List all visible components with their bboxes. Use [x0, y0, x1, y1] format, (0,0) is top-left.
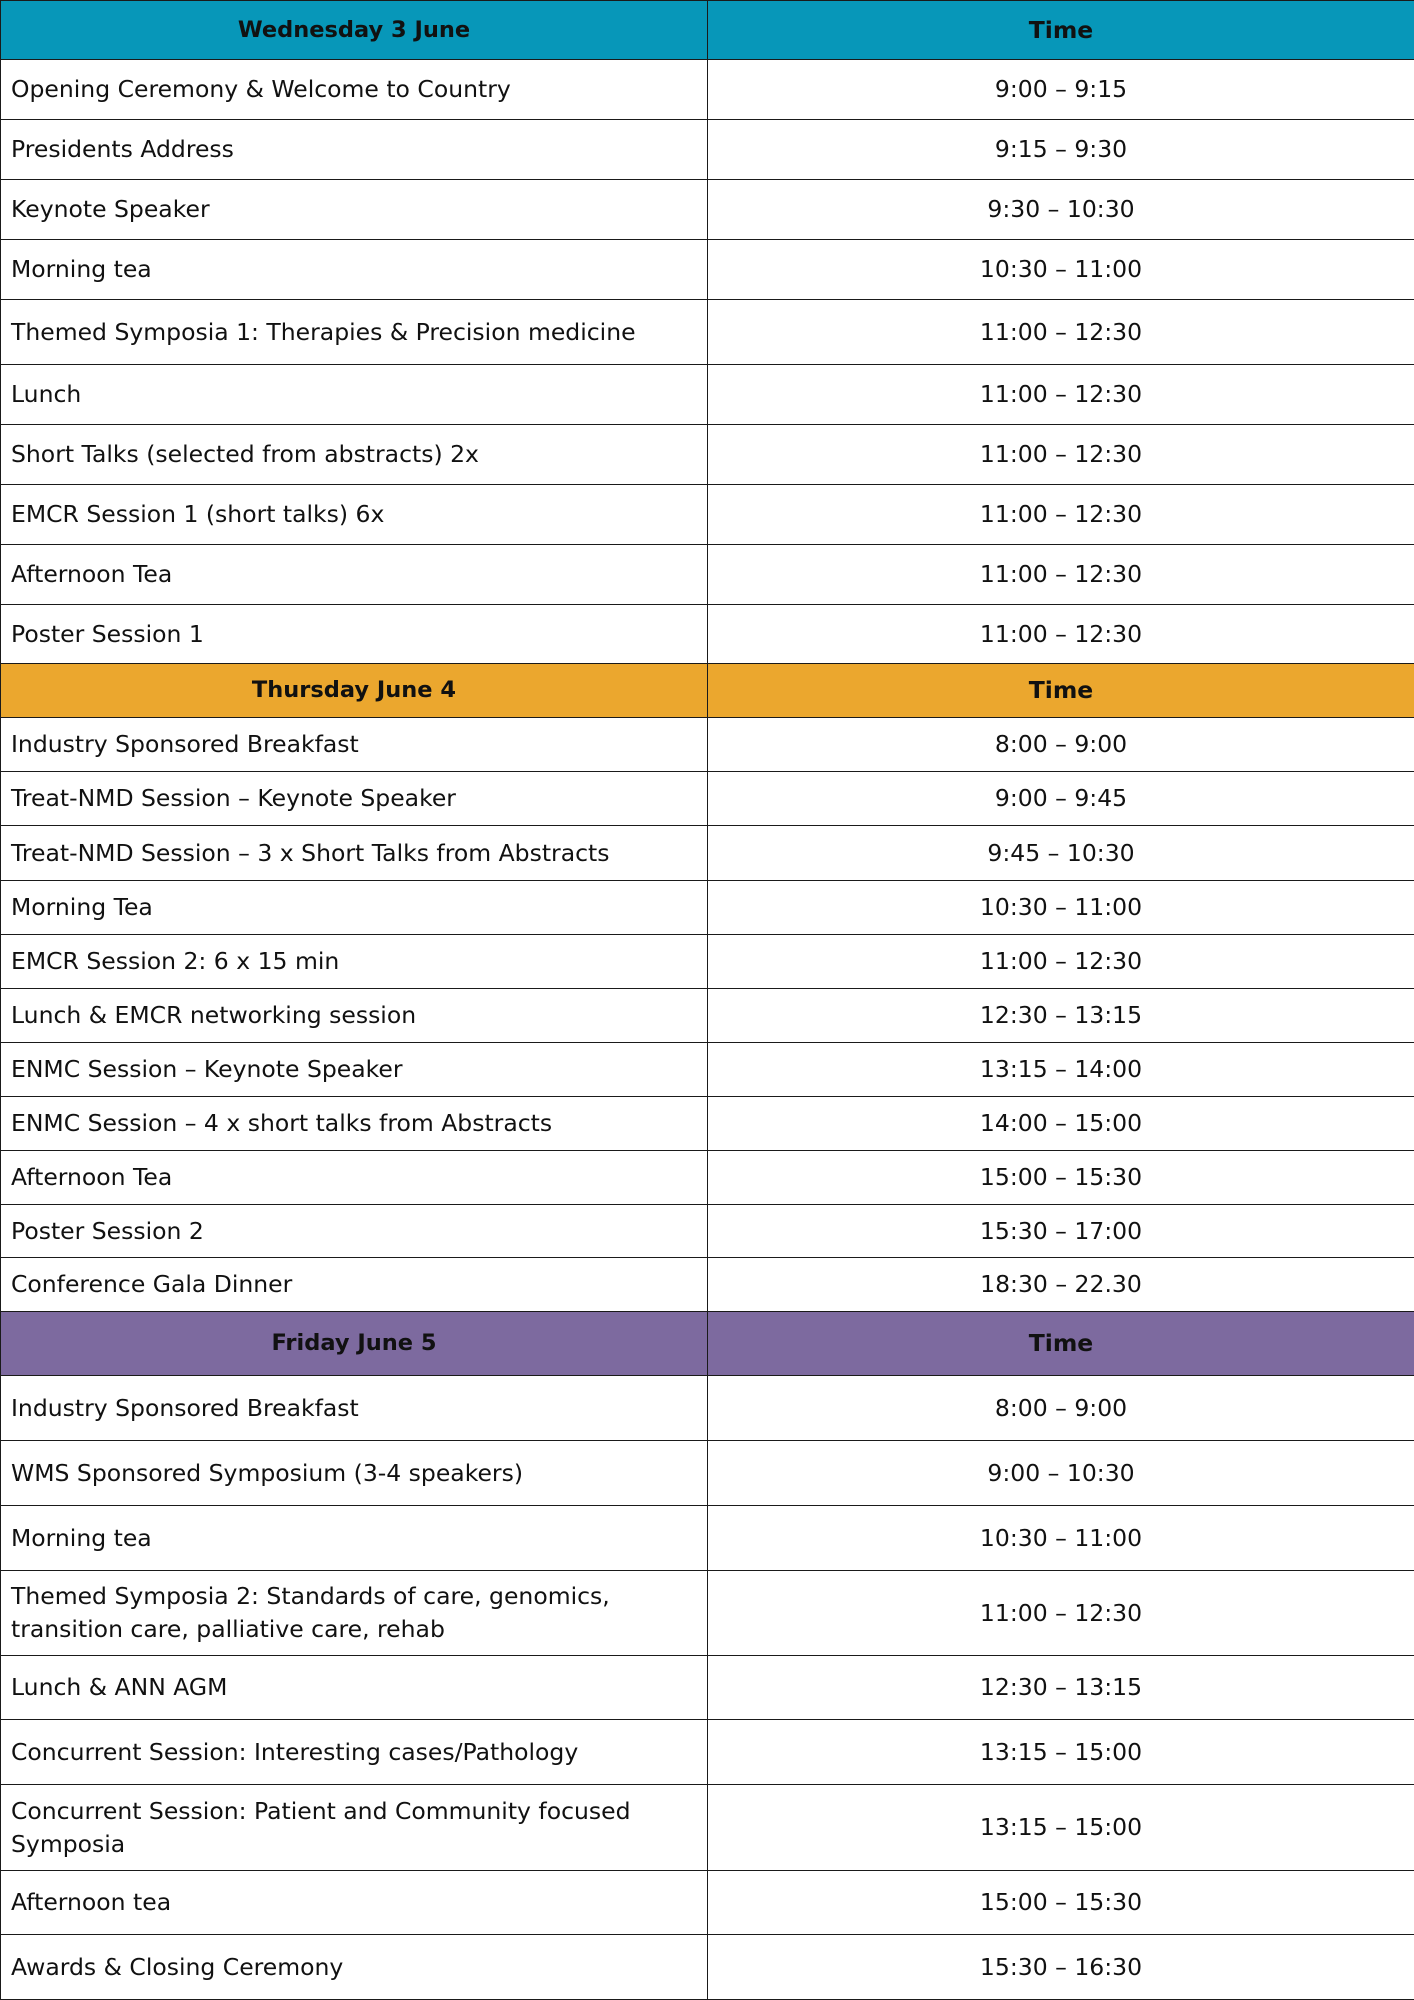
session-row	[1, 120, 1414, 180]
session-row	[1, 1097, 1414, 1151]
session-row	[1, 1258, 1414, 1312]
session-name: Awards & Closing Ceremony	[1, 1935, 708, 2000]
session-time: 14:00 – 15:00	[708, 1097, 1414, 1151]
session-row	[1, 1720, 1414, 1785]
session-time: 10:30 – 11:00	[708, 881, 1414, 935]
session-name: Afternoon Tea	[1, 545, 708, 605]
session-row	[1, 1376, 1414, 1441]
session-name: EMCR Session 1 (short talks) 6x	[1, 485, 708, 545]
session-row	[1, 365, 1414, 425]
session-time: 9:00 – 9:45	[708, 772, 1414, 826]
session-row	[1, 881, 1414, 935]
session-name: Poster Session 2	[1, 1205, 708, 1258]
session-time: 8:00 – 9:00	[708, 1376, 1414, 1441]
time-column-header: Time	[708, 1, 1414, 60]
session-name: Afternoon tea	[1, 1871, 708, 1935]
day-title: Friday June 5	[1, 1312, 708, 1376]
session-row	[1, 826, 1414, 881]
day-header-row	[1, 1, 1414, 60]
schedule-body	[1, 1, 1414, 2000]
session-name: Lunch	[1, 365, 708, 425]
session-row	[1, 772, 1414, 826]
session-name: Industry Sponsored Breakfast	[1, 1376, 708, 1441]
session-name: EMCR Session 2: 6 x 15 min	[1, 935, 708, 989]
session-time: 11:00 – 12:30	[708, 365, 1414, 425]
session-time: 9:30 – 10:30	[708, 180, 1414, 240]
session-time: 13:15 – 15:00	[708, 1720, 1414, 1785]
session-row	[1, 425, 1414, 485]
session-row	[1, 240, 1414, 300]
session-name: Poster Session 1	[1, 605, 708, 664]
time-column-header: Time	[708, 1312, 1414, 1376]
session-row	[1, 1205, 1414, 1258]
day-header-row	[1, 1312, 1414, 1376]
session-name: Themed Symposia 2: Standards of care, genomics, transition care, palliative care, rehab	[1, 1571, 708, 1656]
session-time: 12:30 – 13:15	[708, 1656, 1414, 1720]
session-name: Afternoon Tea	[1, 1151, 708, 1205]
session-time: 9:00 – 9:15	[708, 60, 1414, 120]
session-time: 10:30 – 11:00	[708, 1506, 1414, 1571]
session-time: 11:00 – 12:30	[708, 1571, 1414, 1656]
session-time: 11:00 – 12:30	[708, 300, 1414, 365]
time-column-header: Time	[708, 664, 1414, 718]
session-row	[1, 180, 1414, 240]
session-row	[1, 485, 1414, 545]
session-name: Industry Sponsored Breakfast	[1, 718, 708, 772]
session-row	[1, 1506, 1414, 1571]
session-row	[1, 545, 1414, 605]
session-time: 10:30 – 11:00	[708, 240, 1414, 300]
session-row	[1, 60, 1414, 120]
session-name: Short Talks (selected from abstracts) 2x	[1, 425, 708, 485]
session-name: Concurrent Session: Patient and Community focused Symposia	[1, 1785, 708, 1871]
session-row	[1, 1656, 1414, 1720]
session-time: 11:00 – 12:30	[708, 425, 1414, 485]
session-time: 18:30 – 22.30	[708, 1258, 1414, 1312]
day-title: Wednesday 3 June	[1, 1, 708, 60]
session-row	[1, 1935, 1414, 2000]
session-name: ENMC Session – Keynote Speaker	[1, 1043, 708, 1097]
session-row	[1, 605, 1414, 664]
session-time: 13:15 – 14:00	[708, 1043, 1414, 1097]
session-time: 11:00 – 12:30	[708, 605, 1414, 664]
session-row	[1, 1151, 1414, 1205]
session-row	[1, 935, 1414, 989]
session-name: Presidents Address	[1, 120, 708, 180]
session-name: WMS Sponsored Symposium (3-4 speakers)	[1, 1441, 708, 1506]
session-row	[1, 718, 1414, 772]
session-time: 15:00 – 15:30	[708, 1151, 1414, 1205]
session-name: ENMC Session – 4 x short talks from Abstracts	[1, 1097, 708, 1151]
session-row	[1, 300, 1414, 365]
session-name: Lunch & ANN AGM	[1, 1656, 708, 1720]
session-name: Lunch & EMCR networking session	[1, 989, 708, 1043]
session-name: Themed Symposia 1: Therapies & Precision medicine	[1, 300, 708, 365]
session-row	[1, 1441, 1414, 1506]
session-row	[1, 1871, 1414, 1935]
session-name: Treat-NMD Session – 3 x Short Talks from Abstracts	[1, 826, 708, 881]
day-header-row	[1, 664, 1414, 718]
session-time: 13:15 – 15:00	[708, 1785, 1414, 1871]
session-name: Morning Tea	[1, 881, 708, 935]
session-name: Keynote Speaker	[1, 180, 708, 240]
session-row	[1, 989, 1414, 1043]
day-title: Thursday June 4	[1, 664, 708, 718]
session-time: 11:00 – 12:30	[708, 545, 1414, 605]
session-time: 9:00 – 10:30	[708, 1441, 1414, 1506]
session-row	[1, 1785, 1414, 1871]
session-time: 11:00 – 12:30	[708, 935, 1414, 989]
session-time: 15:00 – 15:30	[708, 1871, 1414, 1935]
session-time: 15:30 – 17:00	[708, 1205, 1414, 1258]
session-time: 9:45 – 10:30	[708, 826, 1414, 881]
session-time: 8:00 – 9:00	[708, 718, 1414, 772]
session-name: Treat-NMD Session – Keynote Speaker	[1, 772, 708, 826]
session-time: 15:30 – 16:30	[708, 1935, 1414, 2000]
session-name: Morning tea	[1, 1506, 708, 1571]
session-time: 12:30 – 13:15	[708, 989, 1414, 1043]
session-name: Concurrent Session: Interesting cases/Pathology	[1, 1720, 708, 1785]
session-name: Morning tea	[1, 240, 708, 300]
session-time: 9:15 – 9:30	[708, 120, 1414, 180]
session-time: 11:00 – 12:30	[708, 485, 1414, 545]
session-name: Opening Ceremony & Welcome to Country	[1, 60, 708, 120]
session-name: Conference Gala Dinner	[1, 1258, 708, 1312]
session-row	[1, 1043, 1414, 1097]
session-row	[1, 1571, 1414, 1656]
